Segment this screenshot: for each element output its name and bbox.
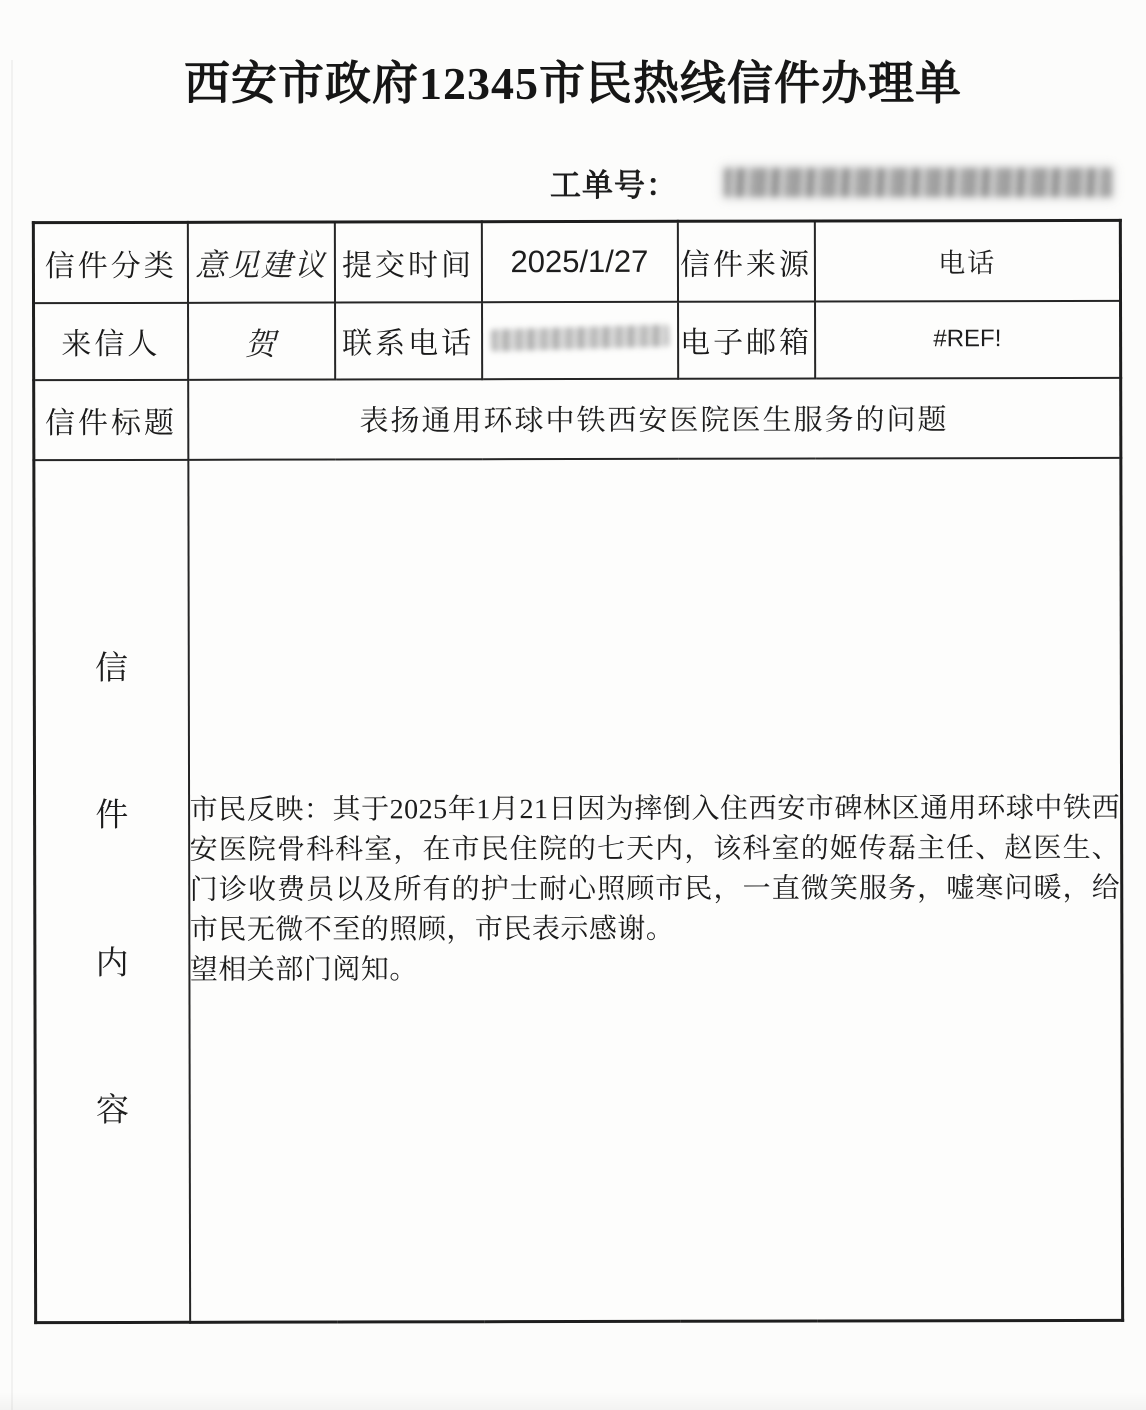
- order-number-redacted-blur: [724, 168, 1112, 197]
- content-paragraph: 市民反映：其于2025年1月21日因为摔倒入住西安市碑林区通用环球中铁西安医院骨科科室，在市民住院的七天内，该科室的姬传磊主任、赵医生、门诊收费员以及所有的护士耐心照顾市民，一直微笑服务，嘘寒问暖，给市民无微不至的照顾，市民表示感谢。: [189, 792, 1121, 946]
- sender-value-cell: 贺: [188, 302, 335, 379]
- table-row: [34, 301, 1121, 380]
- subject-label-cell: 信件标题: [34, 380, 188, 460]
- letter-form-table: [32, 219, 1124, 1324]
- email-value-cell: #REF!: [815, 301, 1121, 379]
- content-label-char: 信: [94, 650, 129, 687]
- content-label-char: 内: [95, 945, 129, 983]
- order-number-row: [0, 160, 1146, 204]
- submit-time-value-cell: 2025/1/27: [481, 222, 677, 302]
- table-row: [34, 458, 1123, 1323]
- content-paragraph: 望相关部门阅知。: [189, 954, 418, 986]
- scanned-document-page: [0, 60, 1146, 1410]
- phone-number-redacted-blur: [490, 324, 669, 351]
- source-label-cell: 信件来源: [677, 221, 814, 301]
- source-value-cell: 电话: [814, 221, 1120, 302]
- sender-label-cell: 来信人: [34, 303, 188, 380]
- phone-value-cell: [482, 302, 678, 379]
- table-row: [34, 378, 1121, 460]
- letter-content-text: [190, 789, 1121, 991]
- email-label-cell: 电子邮箱: [678, 301, 815, 378]
- category-label-cell: 信件分类: [33, 223, 187, 303]
- content-label-char: 容: [95, 1093, 129, 1130]
- submit-time-label-cell: 提交时间: [334, 222, 481, 302]
- content-label-char: 件: [95, 798, 129, 835]
- phone-label-cell: 联系电话: [335, 302, 482, 379]
- content-value-cell: [188, 458, 1123, 1323]
- table-row: [33, 221, 1120, 303]
- content-vertical-label: [36, 650, 189, 1133]
- subject-value-cell: 表扬通用环球中铁西安医院医生服务的问题: [188, 378, 1121, 460]
- order-number-label: 工单号：: [550, 167, 678, 203]
- page-title: 西安市政府12345市民热线信件办理单: [184, 58, 962, 109]
- category-value-cell: 意见建议: [187, 222, 334, 302]
- content-label-cell: [34, 460, 190, 1323]
